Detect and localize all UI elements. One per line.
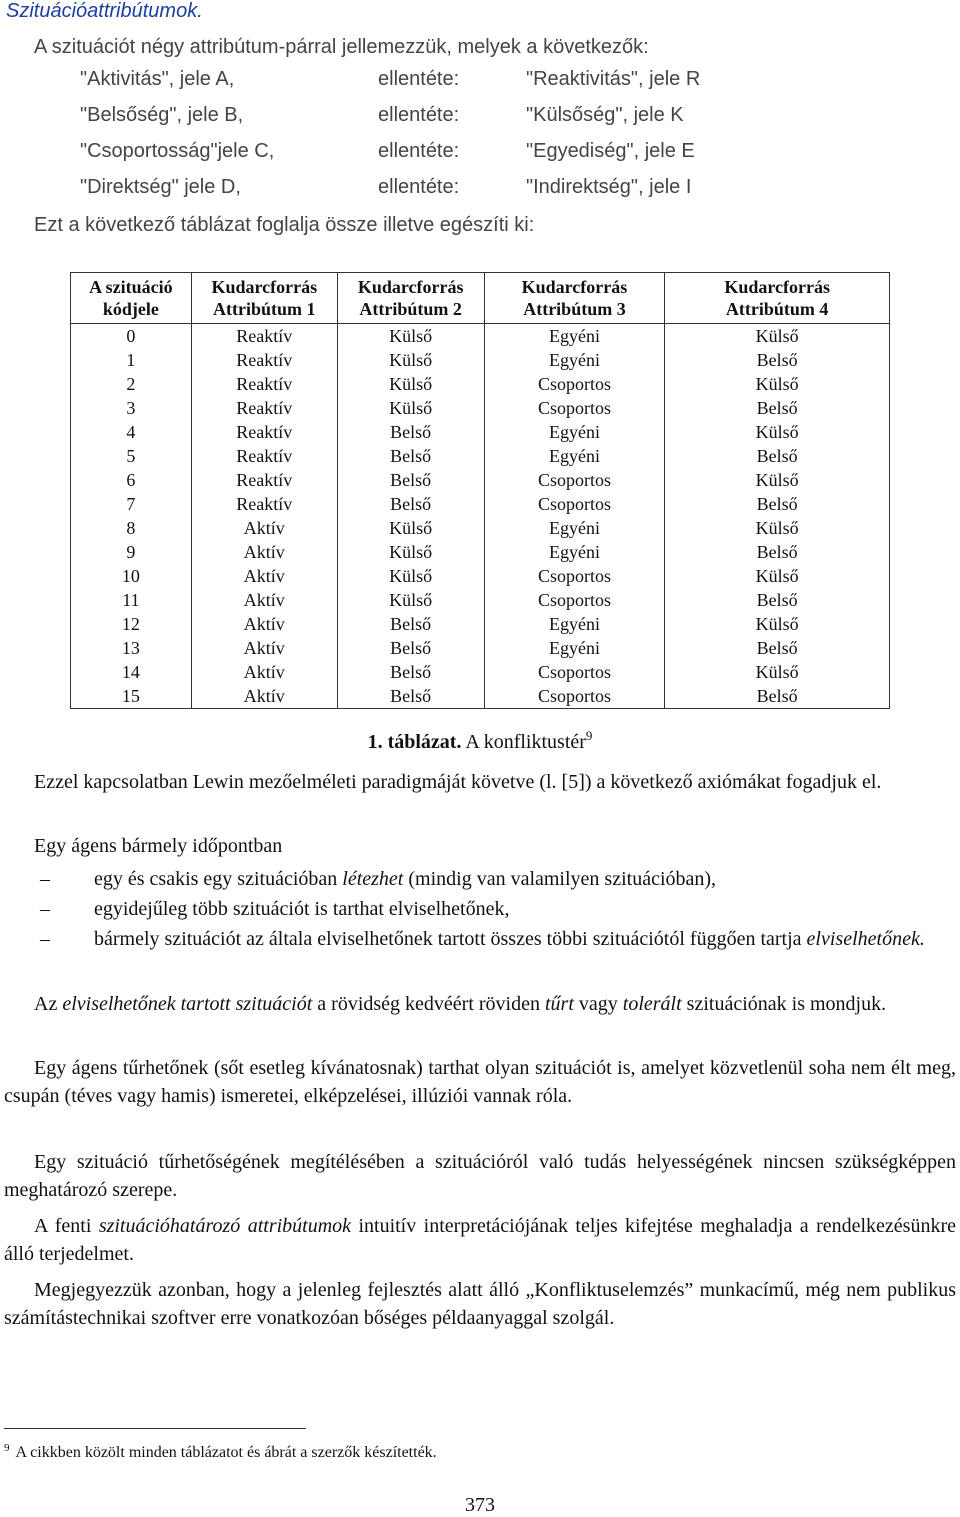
attribute-cell: Belső	[337, 660, 484, 684]
table-row	[71, 324, 890, 349]
situation-code-cell: 10	[71, 564, 192, 588]
attribute-opposite: "Egyediség", jele E	[526, 140, 695, 162]
section-heading: Szituációattribútumok.	[6, 0, 203, 22]
table-row	[71, 348, 890, 372]
footnote-mark: 9	[4, 1442, 10, 1454]
attribute-cell: Belső	[337, 444, 484, 468]
situation-code-cell: 11	[71, 588, 192, 612]
situation-code-cell: 9	[71, 540, 192, 564]
paragraph: Egy szituáció tűrhetőségének megítélésében a szituációról való tudás helyességének nincsen szükségképpen meghatározó szerepe.	[4, 1151, 956, 1201]
situation-code-cell: 0	[71, 324, 192, 349]
attribute-opposite: "Reaktivitás", jele R	[526, 68, 701, 90]
dash-bullet: –	[40, 868, 50, 890]
footnote-ref: 9	[585, 728, 593, 743]
header-code: A szituáció kódjele	[71, 273, 192, 324]
situation-code-cell: 3	[71, 396, 192, 420]
table-row	[71, 444, 890, 468]
attribute-cell: Külső	[337, 516, 484, 540]
attribute-cell: Belső	[337, 420, 484, 444]
attribute-name: "Belsőség", jele B,	[80, 104, 244, 126]
opposite-label: ellentéte:	[378, 68, 460, 90]
situation-code-cell: 15	[71, 684, 192, 709]
table-row	[71, 588, 890, 612]
attribute-cell: Külső	[665, 564, 890, 588]
attribute-cell: Reaktív	[191, 396, 337, 420]
situation-code-cell: 4	[71, 420, 192, 444]
header-attr-2: Kudarcforrás Attribútum 2	[337, 273, 484, 324]
attribute-cell: Külső	[665, 516, 890, 540]
attribute-cell: Csoportos	[484, 396, 665, 420]
attribute-cell: Külső	[337, 348, 484, 372]
table-caption	[0, 728, 960, 754]
attribute-cell: Külső	[337, 324, 484, 349]
attribute-cell: Belső	[665, 684, 890, 709]
attribute-cell: Reaktív	[191, 348, 337, 372]
attribute-name: "Csoportosság"jele C,	[80, 140, 275, 162]
caption-label: 1. táblázat.	[367, 731, 462, 753]
paragraph: Egy ágens bármely időpontban	[34, 835, 283, 857]
attribute-cell: Egyéni	[484, 324, 665, 349]
attribute-cell: Egyéni	[484, 612, 665, 636]
table-row	[71, 420, 890, 444]
paragraph: Megjegyezzük azonban, hogy a jelenleg fejlesztés alatt álló „Konfliktuselemzés” munkacímű, még nem publikus számítástechnikai szoftver erre vonatkozóan bőséges példaanyaggal szolgál.	[4, 1279, 956, 1329]
paragraph: Ezzel kapcsolatban Lewin mezőelméleti paradigmáját követve (l. [5]) a következő axiómákat fogadjuk el.	[34, 771, 882, 793]
table-row	[71, 636, 890, 660]
attribute-cell: Egyéni	[484, 420, 665, 444]
attribute-cell: Külső	[337, 372, 484, 396]
situation-code-cell: 13	[71, 636, 192, 660]
attribute-cell: Külső	[337, 588, 484, 612]
dash-bullet: –	[40, 898, 50, 920]
attribute-cell: Belső	[337, 468, 484, 492]
attribute-cell: Egyéni	[484, 516, 665, 540]
attribute-cell: Belső	[665, 588, 890, 612]
attribute-cell: Belső	[665, 636, 890, 660]
document-page: Szituációattribútumok. A szituációt négy attribútum-párral jellemezzük, melyek a következők: "Aktivitás", jele A, ellentéte: "Reaktivitás", jele R "Belsőség", jele B, ellentéte: "Külsőség", jele K "Csoportosság"jele C, ellentéte: "Egyediség", jele E "Direktség" jele D, ellentéte: "Indirektség", jele I Ezt a következő táblázat foglalja össze illetve egészíti ki: A szituáció kódjele Kudarcforrás Attribútum 1 Kudarcforrás Attribútum 2 Kudarcforrás Attribútum 3 Kudarcforrás Attribútum 4 0 Reaktív Külső Egyéni Külső 1 Reaktív Külső Egyéni Belső 2 Reaktív Külső Csoportos Külső 3 Reaktív Külső Csoportos Belső 4 Reaktív Belső Egyéni Külső 5 Reaktív Belső Egyéni Belső 6 Reaktív Belső Csoportos Külső 7 Reaktív Belső Csoportos Belső 8 Aktív Külső Egyéni Külső 9 Aktív Külső Egyéni Belső 10 Aktív Külső Csoportos Külső 11 Aktív Külső Csoportos Belső 12 Aktív Belső Egyéni Külső 13 Aktív Belső Egyéni Belső 14 Aktív Belső Csoportos Külső 15 Aktív Belső Csoportos Belső 1. táblázat. A konfliktustér$^9$ Ezzel kapcsolatban Lewin mezőelméleti paradigmáját követve (l. [5]) a következő axiómákat fogadjuk el. Egy ágens bármely időpontban – egy és csakis egy szituációban létezhet (mindig van valamilyen szituációban), – egyidejűleg több szituációt is tarthat elviselhetőnek, – bármely szituációt az általa elviselhetőnek tartott összes többi szituációtól függően tartja elviselhetőnek. Az elviselhetőnek tartott szituációt a rövidség kedvéért röviden tűrt vagy tolerált szituációnak is mondjuk. Egy ágens tűrhetőnek (sőt esetleg kívánatosnak) tarthat olyan szituációt is, amelyet közvetlenül soha nem élt meg, csupán (téves vagy hamis) ismeretei, elképzelései, illúziói vannak róla. Egy szituáció tűrhetőségének megítélésében a szituációról való tudás helyességének nincsen szükségképpen meghatározó szerepe. A fenti szituációhatározó attribútumok intuitív interpretációjának teljes kifejtése meghaladja a rendelkezésünkre álló terjedelmet. Megjegyezzük azonban, hogy a jelenleg fejlesztés alatt álló „Konfliktuselemzés” munkacímű, még nem publikus számítástechnikai szoftver erre vonatkozóan bőséges példaanyaggal szolgál. $^9$ A cikkben közölt minden táblázatot és ábrát a szerzők készítették. 373	[0, 0, 960, 1517]
attribute-cell: Belső	[337, 492, 484, 516]
attribute-cell: Külső	[665, 420, 890, 444]
table-row	[71, 492, 890, 516]
attribute-cell: Belső	[665, 492, 890, 516]
table-row	[71, 396, 890, 420]
situation-code-cell: 8	[71, 516, 192, 540]
attribute-cell: Csoportos	[484, 564, 665, 588]
attribute-opposite: "Külsőség", jele K	[526, 104, 684, 126]
attribute-cell: Belső	[665, 444, 890, 468]
table-row	[71, 516, 890, 540]
attribute-cell: Csoportos	[484, 660, 665, 684]
attribute-cell: Reaktív	[191, 492, 337, 516]
attribute-cell: Aktív	[191, 564, 337, 588]
table-header-row	[71, 273, 890, 324]
attribute-cell: Külső	[337, 540, 484, 564]
situation-code-cell: 5	[71, 444, 192, 468]
attribute-opposite: "Indirektség", jele I	[526, 176, 692, 198]
footnote	[4, 1442, 437, 1462]
attribute-cell: Belső	[665, 396, 890, 420]
attribute-cell: Belső	[337, 684, 484, 709]
attribute-cell: Belső	[337, 612, 484, 636]
attribute-cell: Aktív	[191, 684, 337, 709]
attribute-cell: Aktív	[191, 636, 337, 660]
attribute-cell: Aktív	[191, 516, 337, 540]
table-row	[71, 372, 890, 396]
situation-code-cell: 1	[71, 348, 192, 372]
dash-bullet: –	[40, 928, 50, 950]
attribute-cell: Reaktív	[191, 420, 337, 444]
attribute-cell: Reaktív	[191, 372, 337, 396]
attribute-cell: Aktív	[191, 612, 337, 636]
situation-code-cell: 6	[71, 468, 192, 492]
attribute-cell: Csoportos	[484, 492, 665, 516]
intro-text: A szituációt négy attribútum-párral jellemezzük, melyek a következők:	[34, 36, 649, 58]
table-row	[71, 660, 890, 684]
attribute-cell: Külső	[665, 372, 890, 396]
attribute-cell: Külső	[665, 468, 890, 492]
attribute-cell: Egyéni	[484, 636, 665, 660]
attribute-cell: Belső	[665, 348, 890, 372]
attribute-name: "Aktivitás", jele A,	[80, 68, 235, 90]
attribute-cell: Belső	[665, 540, 890, 564]
table-row	[71, 468, 890, 492]
attribute-cell: Külső	[665, 612, 890, 636]
attribute-cell: Csoportos	[484, 588, 665, 612]
attribute-cell: Egyéni	[484, 348, 665, 372]
caption-text: A konfliktustér	[461, 731, 586, 753]
page-number: 373	[465, 1494, 495, 1516]
attribute-cell: Aktív	[191, 660, 337, 684]
paragraph: Az elviselhetőnek tartott szituációt a rövidség kedvéért röviden tűrt vagy tolerált szituációnak is mondjuk.	[34, 993, 887, 1015]
attribute-cell: Reaktív	[191, 324, 337, 349]
header-attr-4: Kudarcforrás Attribútum 4	[665, 273, 890, 324]
attribute-cell: Reaktív	[191, 444, 337, 468]
situation-table	[70, 272, 890, 709]
situation-code-cell: 14	[71, 660, 192, 684]
attribute-cell: Egyéni	[484, 444, 665, 468]
table-row	[71, 684, 890, 709]
opposite-label: ellentéte:	[378, 176, 460, 198]
footnote-divider	[4, 1428, 306, 1429]
summary-text: Ezt a következő táblázat foglalja össze illetve egészíti ki:	[34, 214, 535, 236]
attribute-cell: Reaktív	[191, 468, 337, 492]
attribute-cell: Külső	[337, 396, 484, 420]
opposite-label: ellentéte:	[378, 140, 460, 162]
attribute-cell: Külső	[665, 660, 890, 684]
attribute-cell: Aktív	[191, 588, 337, 612]
situation-code-cell: 7	[71, 492, 192, 516]
attribute-cell: Külső	[337, 564, 484, 588]
situation-code-cell: 2	[71, 372, 192, 396]
attribute-cell: Csoportos	[484, 372, 665, 396]
opposite-label: ellentéte:	[378, 104, 460, 126]
attribute-cell: Csoportos	[484, 468, 665, 492]
attribute-cell: Külső	[665, 324, 890, 349]
table-row	[71, 540, 890, 564]
attribute-cell: Csoportos	[484, 684, 665, 709]
table-row	[71, 612, 890, 636]
table-row	[71, 564, 890, 588]
attribute-cell: Aktív	[191, 540, 337, 564]
attribute-cell: Belső	[337, 636, 484, 660]
header-attr-1: Kudarcforrás Attribútum 1	[191, 273, 337, 324]
footnote-text: A cikkben közölt minden táblázatot és ábrát a szerzők készítették.	[15, 1444, 437, 1461]
attribute-name: "Direktség" jele D,	[80, 176, 241, 198]
paragraph: Egy ágens tűrhetőnek (sőt esetleg kívánatosnak) tarthat olyan szituációt is, amelyet közvetlenül soha nem élt meg, csupán (téves vagy hamis) ismeretei, elképzelései, illúziói vannak róla.	[4, 1057, 956, 1107]
header-attr-3: Kudarcforrás Attribútum 3	[484, 273, 665, 324]
paragraph: A fenti szituációhatározó attribútumok intuitív interpretációjának teljes kifejtése meghaladja a rendelkezésünkre álló terjedelmet.	[4, 1215, 956, 1265]
situation-code-cell: 12	[71, 612, 192, 636]
attribute-cell: Egyéni	[484, 540, 665, 564]
